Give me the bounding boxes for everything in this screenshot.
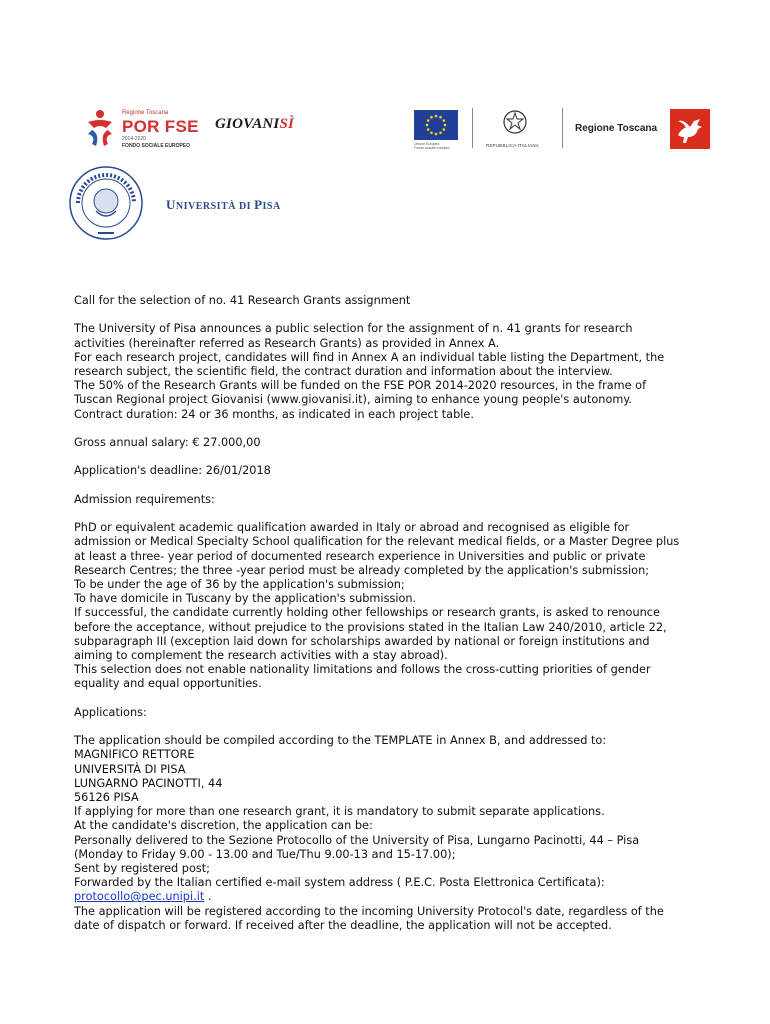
giovanisi-logo: [215, 116, 294, 133]
intro-line: The University of Pisa announces a public selection for the assignment of n. 41 grants for research: [74, 322, 633, 336]
pec-email-link[interactable]: protocollo@pec.unipi.it: [74, 890, 205, 904]
applications-line: At the candidate's discretion, the application can be:: [74, 819, 373, 833]
closing-line: date of dispatch or forward. If received after the deadline, the application will not be accepted.: [74, 918, 612, 932]
university-seal-icon: [66, 163, 146, 243]
por-fse-fund: FONDO SOCIALE EUROPEO: [122, 143, 191, 149]
admission-line: before the acceptance, without prejudice to the provisions stated in the Italian Law 240/2010, article 22,: [74, 620, 667, 634]
logo-divider: [472, 108, 473, 148]
admission-line: at least a three- year period of documented research experience in Universities and public or private: [74, 549, 646, 563]
intro-line: research subject, the scientific field, the contract duration and information about the interview.: [74, 365, 613, 378]
applications-line: Sent by registered post;: [74, 862, 210, 876]
por-fse-region-label: Regione Toscana: [122, 110, 169, 116]
por-fse-years: 2014-2020: [122, 136, 146, 142]
applications-line: UNIVERSITÀ DI PISA: [74, 762, 186, 776]
university-name-initial-p: P: [254, 197, 263, 212]
pegasus-icon: [670, 109, 710, 149]
applications-line: Forwarded by the Italian certified e-mail system address ( P.E.C. Posta Elettronica Certificata):: [74, 876, 605, 890]
admission-line: To be under the age of 36 by the application's submission;: [74, 577, 405, 591]
closing-line: The application will be registered according to the incoming University Protocol's date, regardless of the: [74, 904, 664, 918]
university-name: [166, 197, 281, 213]
document-title: Call for the selection of no. 41 Research Grants assignment: [74, 294, 411, 307]
admission-line: Research Centres; the three -year period must be already completed by the application's submission;: [74, 563, 650, 577]
admission-line: equality and equal opportunities.: [74, 677, 262, 691]
applications-line: LUNGARNO PACINOTTI, 44: [74, 776, 223, 790]
intro-line: The 50% of the Research Grants will be funded on the FSE POR 2014-2020 resources, in the frame of: [74, 379, 647, 393]
admission-heading: Admission requirements:: [74, 492, 215, 506]
admission-line: To have domicile in Tuscany by the application's submission.: [74, 592, 417, 606]
university-name-part-1: NIVERSITÀ DI: [175, 201, 255, 212]
document-body: [74, 294, 704, 933]
por-fse-logo: [82, 106, 212, 152]
italian-republic-emblem-icon: [501, 108, 529, 136]
applications-line: MAGNIFICO RETTORE: [74, 748, 195, 762]
applications-line: (Monday to Friday 9.00 - 13.00 and Tue/Thu 9.00-13 and 15-17.00);: [74, 847, 456, 861]
applications-line: If applying for more than one research grant, it is mandatory to submit separate applications.: [74, 805, 605, 819]
admission-line: admission or Medical Specialty School qualification for the relevant medical fields, or a Master Degree plus: [74, 535, 680, 549]
university-name-part-2: ISA: [262, 201, 281, 212]
intro-line: activities (hereinafter referred as Research Grants) as provided in Annex A.: [74, 336, 500, 350]
header-logos: [82, 106, 712, 156]
applications-line: 56126 PISA: [74, 791, 139, 804]
logo-divider: [562, 108, 563, 148]
eu-caption: Unione Europea Fondo sociale europeo: [414, 142, 450, 150]
por-fse-title: POR FSE: [122, 117, 199, 136]
applications-heading: Applications:: [74, 705, 147, 719]
email-line: [74, 890, 704, 904]
republic-caption: REPUBBLICA ITALIANA: [486, 143, 539, 148]
admission-line: PhD or equivalent academic qualification awarded in Italy or abroad and recognised as eligible for: [74, 521, 630, 535]
giovanisi-main: GIOVANI: [215, 116, 280, 132]
intro-line: For each research project, candidates will find in Annex A an individual table listing the Department, the: [74, 350, 665, 364]
admission-line: This selection does not enable nationality limitations and follows the cross-cutting priorities of gender: [74, 663, 651, 677]
eu-flag-icon: [414, 110, 458, 140]
admission-line: aiming to complement the research activities with a stay abroad).: [74, 649, 448, 662]
deadline-line: Application's deadline: 26/01/2018: [74, 464, 271, 478]
university-name-initial-u: U: [166, 197, 176, 212]
por-fse-star-icon: [82, 106, 118, 150]
applications-line: Personally delivered to the Sezione Protocollo of the University of Pisa, Lungarno Pacinotti, 44 – Pisa: [74, 833, 640, 847]
intro-line: Contract duration: 24 or 36 months, as indicated in each project table.: [74, 407, 474, 421]
admission-line: If successful, the candidate currently holding other fellowships or research grants, is asked to renounce: [74, 606, 660, 620]
applications-line: The application should be compiled according to the TEMPLATE in Annex B, and addressed to:: [74, 734, 607, 748]
giovanisi-accent: SÌ: [279, 116, 295, 132]
intro-line: Tuscan Regional project Giovanisi (www.giovanisi.it), aiming to enhance young people's autonomy.: [74, 393, 633, 407]
salary-line: Gross annual salary: € 27.000,00: [74, 436, 261, 449]
email-suffix: .: [204, 890, 212, 904]
admission-line: subparagraph III (exception laid down for scholarships awarded by national or foreign institutions and: [74, 634, 650, 648]
regione-toscana-label: Regione Toscana: [575, 123, 658, 134]
